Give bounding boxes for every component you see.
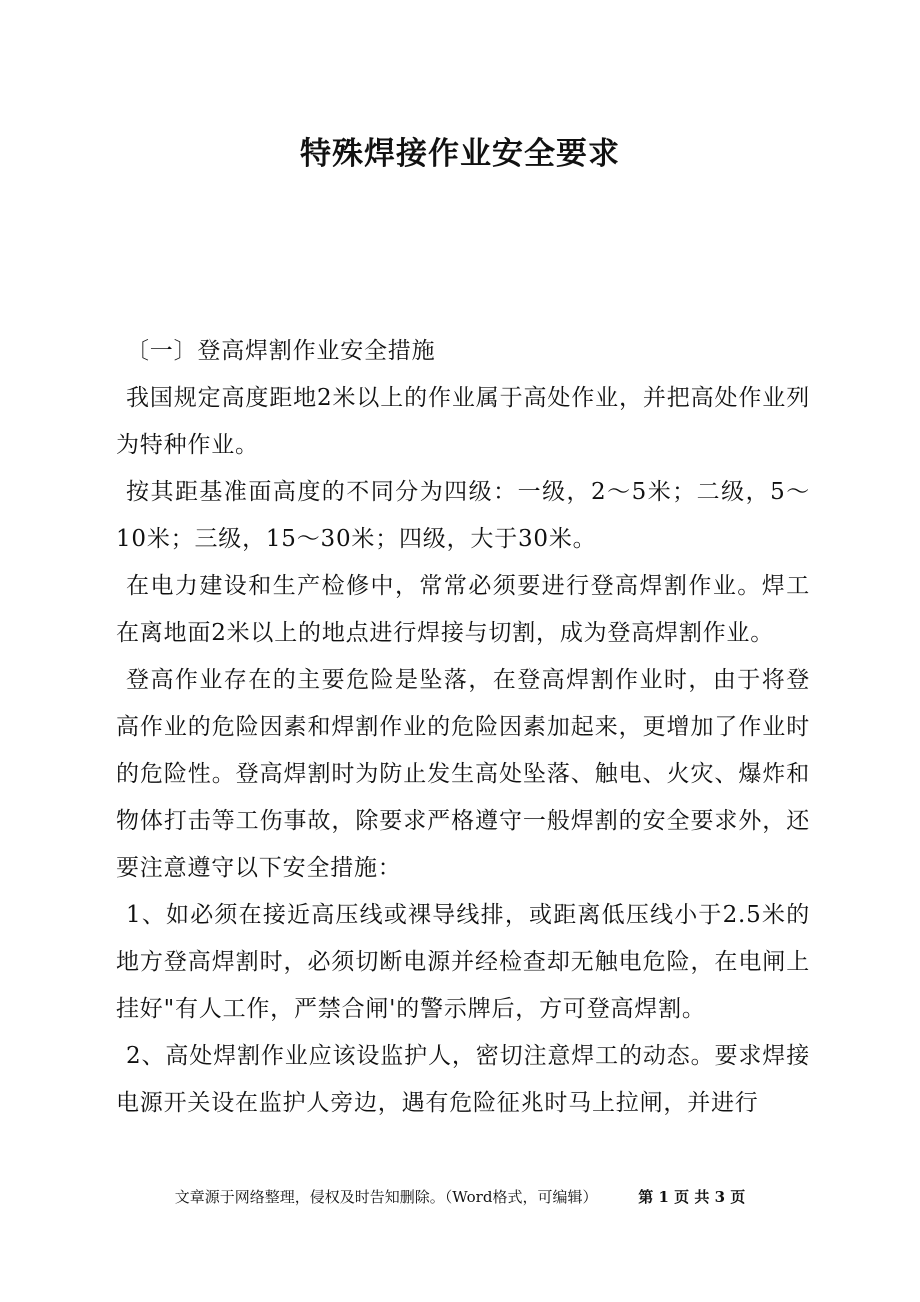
- page-number: 第 1 页 共 3 页: [638, 1188, 746, 1206]
- section-heading: 〔一〕登高焊割作业安全措施: [126, 338, 436, 364]
- paragraph: 2、高处焊割作业应该设监护人，密切注意焊工的动态。要求焊接电源开关设在监护人旁边，遇有危险征兆时马上拉闸，并进行: [116, 1043, 810, 1116]
- paragraph: 按其距基准面高度的不同分为四级：一级，2～5米；二级，5～10米；三级，15～30米；四级，大于30米。: [116, 479, 810, 552]
- page-footer: [0, 1186, 920, 1208]
- paragraph: 在电力建设和生产检修中，常常必须要进行登高焊割作业。焊工在离地面2米以上的地点进行焊接与切割，成为登高焊割作业。: [116, 573, 810, 646]
- footer-note: 文章源于网络整理，侵权及时告知删除。（Word格式，可编辑）: [174, 1188, 598, 1206]
- paragraph: 1、如必须在接近高压线或裸导线排，或距离低压线小于2.5米的地方登高焊割时，必须切断电源并经检查却无触电危险，在电闸上挂好"有人工作，严禁合闸'的警示牌后，方可登高焊割。: [116, 902, 810, 1022]
- paragraph: 登高作业存在的主要危险是坠落，在登高焊割作业时，由于将登高作业的危险因素和焊割作业的危险因素加起来，更增加了作业时的危险性。登高焊割时为防止发生高处坠落、触电、火灾、爆炸和物体打击等工伤事故，除要求严格遵守一般焊割的安全要求外，还要注意遵守以下安全措施：: [116, 667, 810, 881]
- document-title: 特殊焊接作业安全要求: [300, 136, 620, 172]
- paragraph: 我国规定高度距地2米以上的作业属于高处作业，并把高处作业列为特种作业。: [116, 385, 810, 458]
- document-body: [116, 328, 810, 1127]
